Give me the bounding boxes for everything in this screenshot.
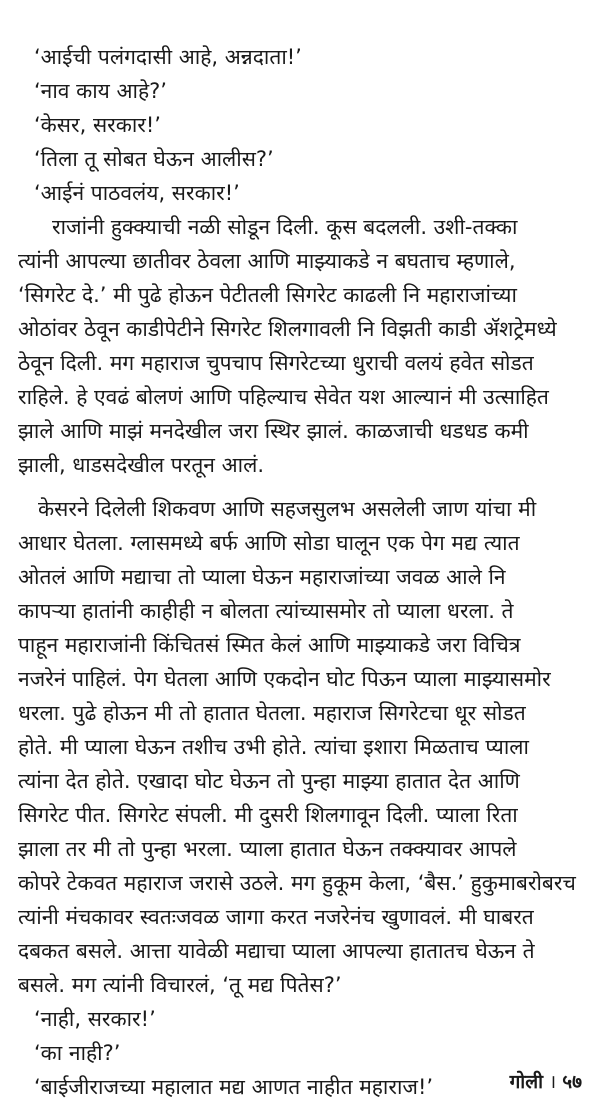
text-line: ‘सिगरेट दे.’ मी पुढे होऊन पेटीतली सिगरेट काढली नि महाराजांच्या	[18, 283, 517, 307]
text-line: झाले आणि माझं मनदेखील जरा स्थिर झालं. काळजाची धडधड कमी	[18, 419, 529, 443]
text-line: ठेवून दिली. मग महाराज चुपचाप सिगरेटच्या धुराची वलयं हवेत सोडत	[18, 351, 534, 375]
text-line: आधार घेतला. ग्लासमध्ये बर्फ आणि सोडा घालून एक पेग मद्य त्यात	[18, 531, 520, 555]
page-number: ५७	[562, 1071, 582, 1093]
text-line: कोपरे टेकवत महाराज जरासे उठले. मग हुकूम केला, ‘बैस.’ हुकुमाबरोबरच	[18, 871, 576, 895]
text-line: बसले. मग त्यांनी विचारलं, ‘तू मद्य पितेस?’	[18, 973, 342, 997]
text-line: झाला तर मी तो पुन्हा भरला. प्याला हातात घेऊन तक्क्यावर आपले	[18, 837, 517, 861]
text-line: ‘नाही, सरकार!’	[34, 1007, 156, 1031]
text-line: कापऱ्या हातांनी काहीही न बोलता त्यांच्यासमोर तो प्याला धरला. ते	[18, 599, 514, 623]
text-line: ‘नाव काय आहे?’	[34, 79, 167, 103]
running-title: गोली	[509, 1071, 544, 1093]
text-line: ओतलं आणि मद्याचा तो प्याला घेऊन महाराजांच्या जवळ आले नि	[18, 565, 506, 589]
footer-separator: ।	[549, 1071, 557, 1093]
text-line: ‘केसर, सरकार!’	[34, 113, 161, 137]
text-line: पाहून महाराजांनी किंचितसं स्मित केलं आणि माझ्याकडे जरा विचित्र	[18, 633, 521, 657]
text-line: ‘आईची पलंगदासी आहे, अन्नदाता!’	[34, 45, 302, 69]
text-line: त्यांनी आपल्या छातीवर ठेवला आणि माझ्याकडे न बघताच म्हणाले,	[18, 249, 516, 273]
text-line: झाली, धाडसदेखील परतून आलं.	[18, 453, 265, 477]
text-line: ‘का नाही?’	[34, 1041, 121, 1065]
text-line: राहिले. हे एवढं बोलणं आणि पहिल्याच सेवेत यश आल्यानं मी उत्साहित	[18, 385, 549, 409]
text-line: ‘तिला तू सोबत घेऊन आलीस?’	[34, 147, 274, 171]
text-line: ‘आईनं पाठवलंय, सरकार!’	[34, 181, 240, 205]
text-line: नजरेनं पाहिलं. पेग घेतला आणि एकदोन घोट पिऊन प्याला माझ्यासमोर	[18, 667, 551, 691]
text-line: केसरने दिलेली शिकवण आणि सहजसुलभ असलेली जाण यांचा मी	[38, 497, 537, 521]
text-line: त्यांना देत होते. एखादा घोट घेऊन तो पुन्हा माझ्या हातात देत आणि	[18, 769, 520, 793]
text-line: धरला. पुढे होऊन मी तो हातात घेतला. महाराज सिगरेटचा धूर सोडत	[18, 701, 526, 725]
text-line: दबकत बसले. आत्ता यावेळी मद्याचा प्याला आपल्या हातातच घेऊन ते	[18, 939, 535, 963]
text-line: त्यांनी मंचकावर स्वतःजवळ जागा करत नजरेनंच खुणावलं. मी घाबरत	[18, 905, 534, 929]
text-line: ओठांवर ठेवून काडीपेटीने सिगरेट शिलगावली नि विझती काडी ॲशट्रेमध्ये	[18, 317, 557, 341]
text-line: ‘बाईजीराजच्या महालात मद्य आणत नाहीत महाराज!’	[34, 1075, 434, 1099]
page-footer	[510, 1068, 582, 1094]
text-line: सिगरेट पीत. सिगरेट संपली. मी दुसरी शिलगावून दिली. प्याला रिता	[18, 803, 518, 827]
text-line: होते. मी प्याला घेऊन तशीच उभी होते. त्यांचा इशारा मिळताच प्याला	[18, 735, 529, 759]
text-line: राजांनी हुक्क्याची नळी सोडून दिली. कूस बदलली. उशी-तक्का	[52, 215, 518, 239]
